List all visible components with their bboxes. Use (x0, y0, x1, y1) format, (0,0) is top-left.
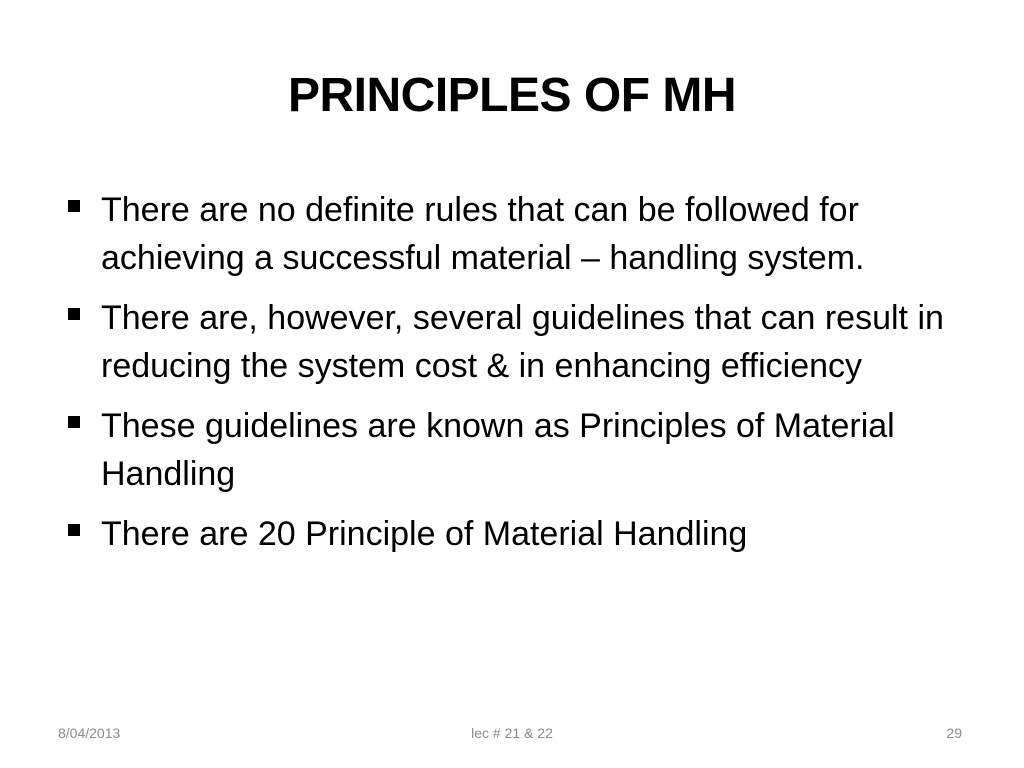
square-bullet-icon (68, 416, 80, 428)
square-bullet-icon (68, 200, 80, 212)
bullet-text: These guidelines are known as Principles of Material Handling (101, 407, 895, 493)
bullet-text: There are, however, several guidelines that can result in reducing the system cost & in enhancing efficiency (101, 299, 944, 385)
square-bullet-icon (68, 524, 80, 536)
slide-number: 29 (946, 725, 962, 741)
bullet-text: There are no definite rules that can be followed for achieving a successful material – handling system. (101, 191, 865, 277)
square-bullet-icon (68, 308, 80, 320)
list-item (62, 186, 962, 282)
list-item (62, 510, 962, 558)
bullet-list (62, 186, 962, 570)
footer-lecture-label: lec # 21 & 22 (471, 725, 553, 741)
slide-title: PRINCIPLES OF MH (287, 69, 737, 122)
list-item (62, 294, 962, 390)
footer-date: 8/04/2013 (58, 725, 121, 741)
list-item (62, 402, 962, 498)
bullet-text: There are 20 Principle of Material Handling (101, 515, 748, 553)
